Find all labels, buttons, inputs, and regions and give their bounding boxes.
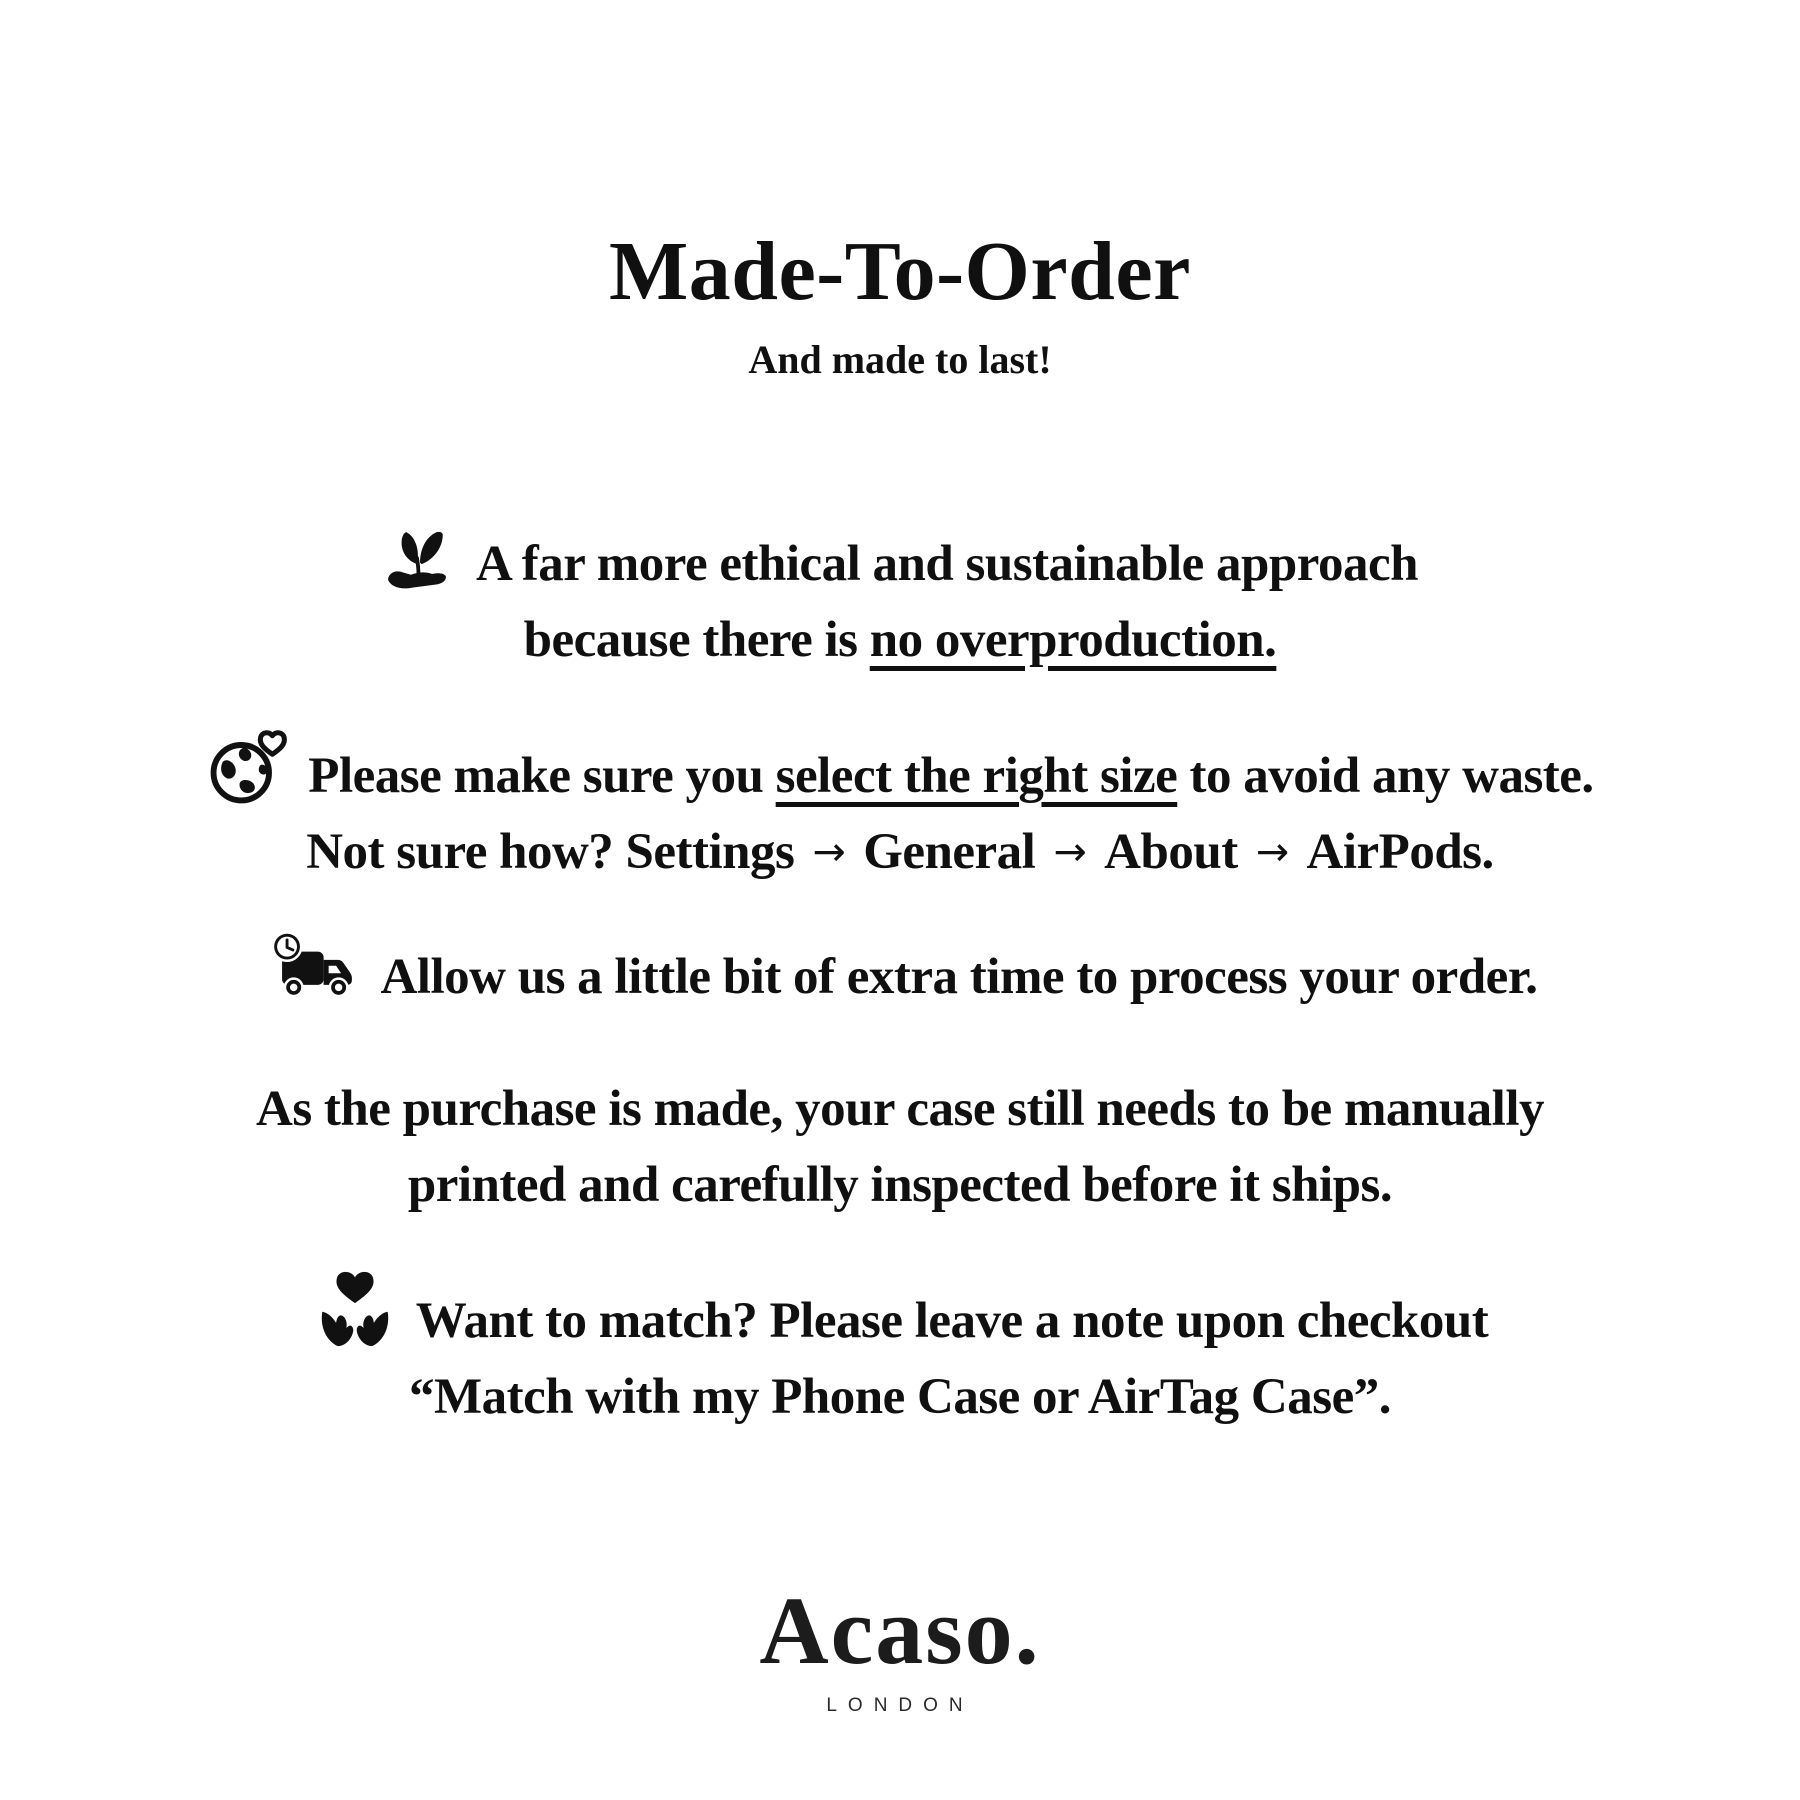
matching-line-2: “Match with my Phone Case or AirTag Case”. (409, 1369, 1391, 1425)
right-arrow-icon: → (1053, 829, 1087, 875)
select-right-size-underline: select the right size (775, 748, 1178, 804)
sustainability-paragraph (0, 520, 1800, 678)
page-subtitle: And made to last! (748, 337, 1052, 382)
brand-footer (0, 1577, 1800, 1717)
production-paragraph (0, 1071, 1800, 1223)
sizing-step-airpods: AirPods. (1306, 824, 1494, 880)
matching-text-1: Want to match? Please leave a note upon checkout (415, 1293, 1489, 1349)
processing-line-1 (0, 930, 1800, 1015)
processing-paragraph (0, 930, 1800, 1015)
brand-logo: Acaso. (759, 1577, 1041, 1684)
hands-heart-icon (312, 1267, 398, 1353)
truck-clock-icon (262, 930, 362, 1009)
sustainability-text-1: A far more ethical and sustainable approach (476, 536, 1418, 592)
production-line-1: As the purchase is made, your case still needs to be manually (255, 1081, 1544, 1137)
earth-heart-icon (206, 724, 290, 808)
matching-paragraph (0, 1267, 1800, 1435)
sizing-paragraph (0, 724, 1800, 890)
sizing-step-general: General (863, 824, 1036, 880)
sustainability-line-1 (0, 520, 1800, 602)
brand-city: LONDON (826, 1695, 974, 1716)
sizing-text-1a: Please make sure you (308, 748, 776, 804)
sustainability-text-2: because there is (523, 612, 870, 668)
processing-text-1: Allow us a little bit of extra time to process your order. (380, 949, 1538, 1005)
sizing-line-2 (0, 814, 1800, 890)
matching-line-1 (0, 1267, 1800, 1359)
page-title: Made-To-Order (609, 225, 1191, 318)
sizing-steps-label: Not sure how? Settings (306, 824, 795, 880)
production-line-2: printed and carefully inspected before it ships. (407, 1157, 1393, 1213)
header (0, 0, 1800, 382)
right-arrow-icon: → (1255, 829, 1289, 875)
right-arrow-icon: → (812, 829, 846, 875)
sizing-step-about: About (1104, 824, 1238, 880)
sizing-line-1 (0, 724, 1800, 814)
no-overproduction-underline: no overproduction. (869, 612, 1277, 668)
sustainability-line-2 (0, 602, 1800, 678)
seedling-hand-icon (382, 520, 458, 596)
sizing-text-1b: to avoid any waste. (1177, 748, 1594, 804)
